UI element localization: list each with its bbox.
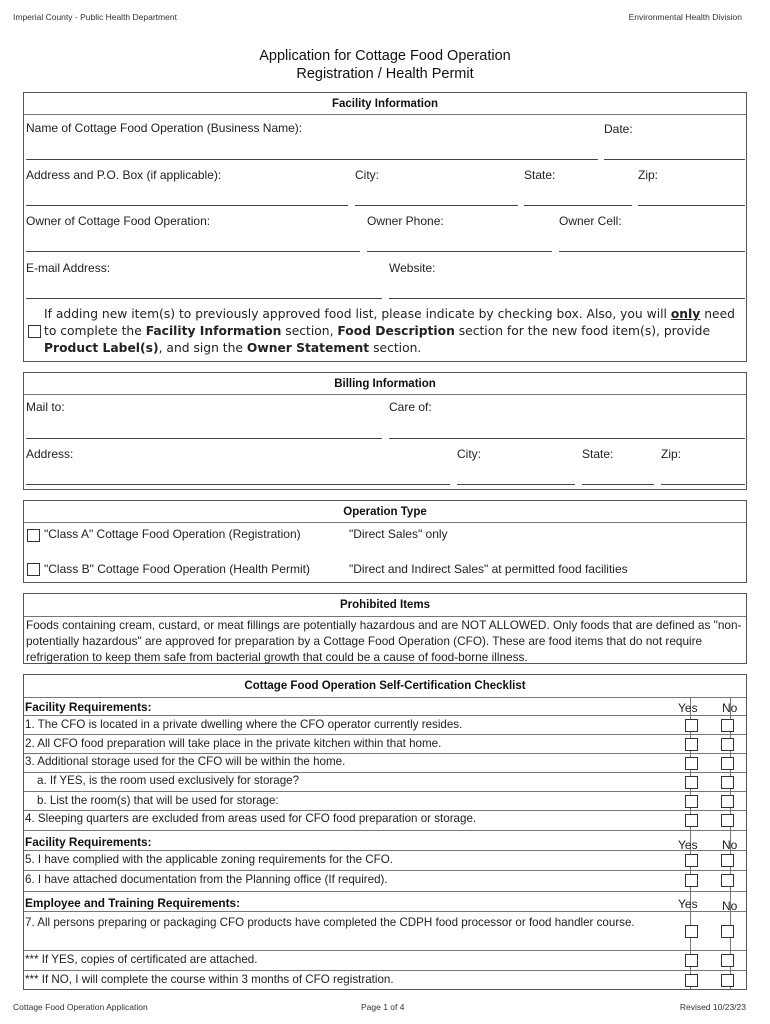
- checklist-item-1: [24, 715, 746, 734]
- item-4-no-checkbox[interactable]: [721, 814, 734, 827]
- item-7-yes-checkbox[interactable]: [685, 925, 698, 938]
- note-bold-1: Facility Information: [145, 324, 282, 338]
- city-field[interactable]: [355, 205, 518, 206]
- item-text: b. List the room(s) that will be used for storage:: [37, 794, 279, 807]
- header-division: Environmental Health Division: [628, 12, 742, 22]
- checklist-item-3a: [24, 772, 746, 791]
- mail-to-label: Mail to:: [26, 400, 65, 414]
- owner-phone-label: Owner Phone:: [367, 214, 444, 228]
- owner-cell-field[interactable]: [559, 251, 745, 252]
- checklist-item-2: [24, 734, 746, 753]
- checklist-item-7: [24, 911, 746, 949]
- item-2-yes-checkbox[interactable]: [685, 738, 698, 751]
- checklist-item-7a: [24, 950, 746, 970]
- checklist-item-7b: [24, 970, 746, 989]
- checklist-item-3b: [24, 791, 746, 810]
- item-6-no-checkbox[interactable]: [721, 874, 734, 887]
- self-certification-checklist: [23, 674, 747, 990]
- item-7a-yes-checkbox[interactable]: [685, 954, 698, 967]
- item-text: a. If YES, is the room used exclusively for storage?: [37, 774, 300, 787]
- billing-information-heading: Billing Information: [24, 373, 746, 395]
- class-a-label: "Class A" Cottage Food Operation (Registration): [44, 527, 301, 541]
- yes-header: Yes: [678, 838, 698, 852]
- class-a-description: "Direct Sales" only: [349, 527, 448, 541]
- item-2-no-checkbox[interactable]: [721, 738, 734, 751]
- no-header: No: [722, 838, 738, 852]
- item-text: *** If NO, I will complete the course within 3 months of CFO registration.: [25, 973, 394, 986]
- operation-type-section: [23, 500, 747, 583]
- prohibited-items-section: [23, 593, 747, 664]
- billing-city-field[interactable]: [457, 484, 575, 485]
- date-field[interactable]: [604, 159, 745, 160]
- address-label: Address and P.O. Box (if applicable):: [26, 168, 222, 182]
- title-line-1: Application for Cottage Food Operation: [259, 48, 511, 64]
- checklist-item-4: [24, 810, 746, 829]
- business-name-field[interactable]: [26, 159, 598, 160]
- billing-state-field[interactable]: [582, 484, 654, 485]
- email-label: E-mail Address:: [26, 261, 111, 275]
- class-b-description: "Direct and Indirect Sales" at permitted food facilities: [349, 562, 628, 576]
- zip-field[interactable]: [638, 205, 745, 206]
- class-b-checkbox[interactable]: [27, 563, 40, 576]
- email-field[interactable]: [26, 298, 382, 299]
- date-label: Date:: [604, 122, 633, 136]
- item-7a-no-checkbox[interactable]: [721, 954, 734, 967]
- item-text: 7. All persons preparing or packaging CFO products have completed the CDPH food processor or food handler course.: [25, 916, 635, 929]
- zip-label: Zip:: [638, 168, 659, 182]
- note-part-2: need to complete the: [44, 307, 735, 338]
- billing-address-field[interactable]: [26, 484, 450, 485]
- class-a-checkbox[interactable]: [27, 529, 40, 542]
- billing-city-label: City:: [457, 447, 481, 461]
- note-part-4: section for the new food item(s), provide: [454, 324, 711, 338]
- note-bold-3: Product Label(s): [44, 341, 159, 355]
- footer-page-number: Page 1 of 4: [361, 1002, 405, 1012]
- owner-field[interactable]: [26, 251, 360, 252]
- mail-to-field[interactable]: [26, 438, 382, 439]
- billing-information-section: [23, 372, 747, 490]
- state-field[interactable]: [524, 205, 632, 206]
- operation-type-heading: Operation Type: [24, 501, 746, 523]
- note-only: only: [670, 307, 701, 321]
- item-text: 3. Additional storage used for the CFO will be within the home.: [25, 755, 346, 768]
- billing-state-label: State:: [582, 447, 614, 461]
- item-text: 4. Sleeping quarters are excluded from areas used for CFO food preparation or storage.: [25, 812, 477, 825]
- item-7b-no-checkbox[interactable]: [721, 974, 734, 987]
- item-5-yes-checkbox[interactable]: [685, 854, 698, 867]
- checklist-item-6: [24, 870, 746, 890]
- yes-header: Yes: [678, 897, 698, 911]
- item-3b-yes-checkbox[interactable]: [685, 795, 698, 808]
- footer-revision-date: Revised 10/23/23: [679, 1002, 746, 1012]
- prohibited-items-heading: Prohibited Items: [24, 594, 746, 617]
- section-facility-requirements-1: [24, 697, 746, 715]
- page-title: [0, 47, 770, 83]
- footer-document-name: Cottage Food Operation Application: [13, 1002, 148, 1012]
- business-name-label: Name of Cottage Food Operation (Business Name):: [26, 121, 303, 135]
- item-text: *** If YES, copies of certificated are attached.: [25, 953, 258, 966]
- section-title: Facility Requirements:: [25, 835, 152, 849]
- item-1-yes-checkbox[interactable]: [685, 719, 698, 732]
- website-label: Website:: [389, 261, 436, 275]
- item-4-yes-checkbox[interactable]: [685, 814, 698, 827]
- billing-zip-field[interactable]: [661, 484, 745, 485]
- item-3a-yes-checkbox[interactable]: [685, 776, 698, 789]
- checklist-heading: Cottage Food Operation Self-Certification Checklist: [244, 680, 526, 692]
- section-title: Employee and Training Requirements:: [25, 896, 241, 910]
- city-label: City:: [355, 168, 379, 182]
- item-text: 6. I have attached documentation from the Planning office (If required).: [25, 873, 388, 886]
- state-label: State:: [524, 168, 556, 182]
- note-bold-4: Owner Statement: [246, 341, 370, 355]
- checklist-item-5: [24, 850, 746, 870]
- billing-zip-label: Zip:: [661, 447, 682, 461]
- yes-header: Yes: [678, 701, 698, 715]
- section-employee-training: [24, 891, 746, 911]
- facility-information-section: [23, 92, 747, 362]
- item-text: 1. The CFO is located in a private dwelling where the CFO operator currently resides.: [25, 718, 463, 731]
- title-line-2: Registration / Health Permit: [296, 66, 474, 82]
- add-items-checkbox[interactable]: [28, 325, 41, 338]
- note-part-6: section.: [369, 341, 422, 355]
- no-header: No: [722, 899, 738, 913]
- item-text: 5. I have complied with the applicable zoning requirements for the CFO.: [25, 853, 393, 866]
- class-b-label: "Class B" Cottage Food Operation (Health Permit): [44, 562, 310, 576]
- note-bold-2: Food Description: [337, 324, 455, 338]
- address-field[interactable]: [26, 205, 348, 206]
- item-7b-yes-checkbox[interactable]: [685, 974, 698, 987]
- owner-label: Owner of Cottage Food Operation:: [26, 214, 211, 228]
- header-department: Imperial County - Public Health Department: [13, 12, 177, 22]
- item-1-no-checkbox[interactable]: [721, 719, 734, 732]
- item-text: 2. All CFO food preparation will take place in the private kitchen within that home.: [25, 737, 442, 750]
- item-3a-no-checkbox[interactable]: [721, 776, 734, 789]
- no-header: No: [722, 701, 738, 715]
- section-title: Facility Requirements:: [25, 700, 152, 714]
- care-of-label: Care of:: [389, 400, 432, 414]
- item-3b-no-checkbox[interactable]: [721, 795, 734, 808]
- item-5-no-checkbox[interactable]: [721, 854, 734, 867]
- section-facility-requirements-2: [24, 830, 746, 850]
- add-items-note: [44, 306, 744, 357]
- checklist-item-3: [24, 753, 746, 772]
- note-part-3: section,: [281, 324, 338, 338]
- item-3-yes-checkbox[interactable]: [685, 757, 698, 770]
- website-field[interactable]: [389, 298, 745, 299]
- note-part-5: , and sign the: [158, 341, 247, 355]
- facility-information-heading: Facility Information: [24, 93, 746, 115]
- item-3-no-checkbox[interactable]: [721, 757, 734, 770]
- billing-address-label: Address:: [26, 447, 74, 461]
- care-of-field[interactable]: [389, 438, 745, 439]
- owner-cell-label: Owner Cell:: [559, 214, 622, 228]
- item-7-no-checkbox[interactable]: [721, 925, 734, 938]
- prohibited-items-text: Foods containing cream, custard, or meat fillings are potentially hazardous and are NOT ALLOWED. Only foods that are defined as "non-potentially hazardous" are approved for preparation by a Cottage Food Operation (CFO). These are food items that do not require refrigeration to keep them safe from bacterial growth that could be a cause of food-borne illness.: [26, 618, 742, 664]
- owner-phone-field[interactable]: [367, 251, 552, 252]
- note-part-1: If adding new item(s) to previously approved food list, please indicate by checking box. Also, you will: [44, 307, 671, 321]
- item-6-yes-checkbox[interactable]: [685, 874, 698, 887]
